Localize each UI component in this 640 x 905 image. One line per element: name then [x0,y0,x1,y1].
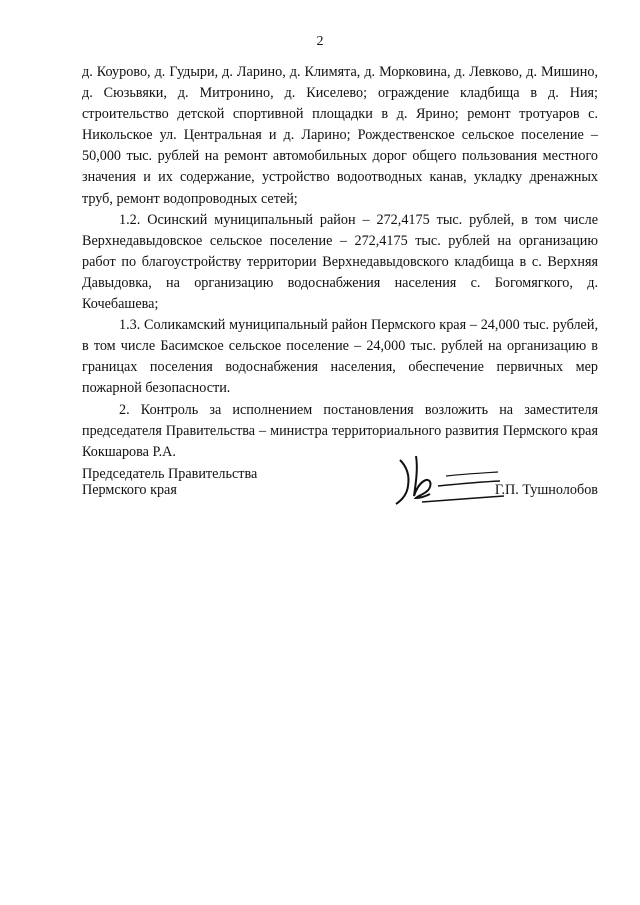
paragraph-item-2: 2. Контроль за исполнением постановления возложить на заместителя председателя Правительства – министра территориального развития Пермского края Кокшарова Р.А. [82,401,598,460]
paragraph-item-1-3: 1.3. Соликамский муниципальный район Пермского края – 24,000 тыс. рублей, в том числе Басимское сельское поселение – 24,000 тыс. рублей на организацию в границах поселения водоснабжения населения, обеспечение первичных мер пожарной безопасности. [82,317,598,397]
page-number: 2 [316,34,324,49]
signer-title [82,466,257,498]
document-body [82,62,598,463]
signature-block [82,466,598,516]
signer-title-line-1: Председатель Правительства [82,466,258,482]
signer-name: Г.П. Тушнолобов [494,482,598,498]
paragraph-item-1-2: 1.2. Осинский муниципальный район – 272,4175 тыс. рублей, в том числе Верхнедавыдовское сельское поселение – 272,4175 тыс. рублей на организацию работ по благоустройству территории Верхнедавыдовского кладбища в с. Верхняя Давыдовка, на организацию водоснабжения населения с. Богомягкого, д. Кочебашева; [82,211,598,313]
handwritten-signature-icon [386,452,506,510]
signer-title-line-2: Пермского края [82,482,177,498]
paragraph-continuation: д. Коурово, д. Гудыри, д. Ларино, д. Климята, д. Морковина, д. Левково, д. Мишино, д. Сюзьвяки, д. Митронино, д. Киселево; ограждение кладбища в д. Ния; строительство детской спортивной площадки в д. Ярино; ремонт тротуаров с. Никольское ул. Центральная и д. Ларино; Рождественское сельское поселение – 50,000 тыс. рублей на ремонт автомобильных дорог общего пользования местного значения и их содержание, устройство водоотводных канав, укладку дренажных труб, ремонт водопроводных сетей; [82,64,598,207]
